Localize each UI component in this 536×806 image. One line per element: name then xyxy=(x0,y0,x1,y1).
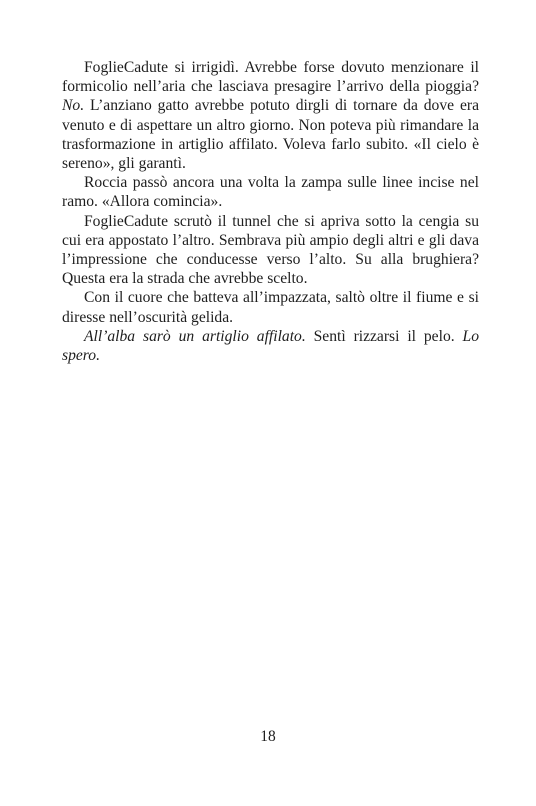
paragraph-3-part-1: FoglieCadute scrutò il tunnel che si apriva sotto la cengia su cui era appostato l’altro. Sembrava più ampio degli altri e gli dava l’impressione che conducesse verso l’alto. Su alla brughiera? Questa era la strada che avrebbe scelto. xyxy=(62,212,479,288)
paragraph-2 xyxy=(62,173,479,211)
paragraph-4-part-1: Con il cuore che batteva all’impazzata, saltò oltre il fiume e si diresse nell’oscurità gelida. xyxy=(62,289,479,326)
paragraph-5-part-1: All’alba sarò un artiglio affilato. xyxy=(84,327,306,345)
body-text xyxy=(62,58,479,365)
paragraph-1-part-2: No. xyxy=(62,97,85,115)
paragraph-4 xyxy=(62,288,479,326)
paragraph-1-part-3: L’anziano gatto avrebbe potuto dirgli di tornare da dove era venuto e di aspettare un altro giorno. Non poteva più rimandare la trasformazione in artiglio affilato. Voleva farlo subito. «Il cielo è sereno», gli garantì. xyxy=(62,97,479,173)
paragraph-5-part-2: Sentì rizzarsi il pelo. xyxy=(305,327,463,345)
paragraph-1-part-1: FoglieCadute si irrigidì. Avrebbe forse dovuto menzionare il formicolio nell’aria che lasciava presagire l’arrivo della pioggia? xyxy=(62,59,479,96)
paragraph-2-part-1: Roccia passò ancora una volta la zampa sulle linee incise nel ramo. «Allora comincia». xyxy=(62,174,479,211)
paragraph-5-part-3: Lo spero. xyxy=(62,327,480,365)
page-number: 18 xyxy=(260,728,276,745)
paragraph-5 xyxy=(62,327,479,365)
paragraph-3 xyxy=(62,212,479,289)
paragraph-1 xyxy=(62,58,479,173)
